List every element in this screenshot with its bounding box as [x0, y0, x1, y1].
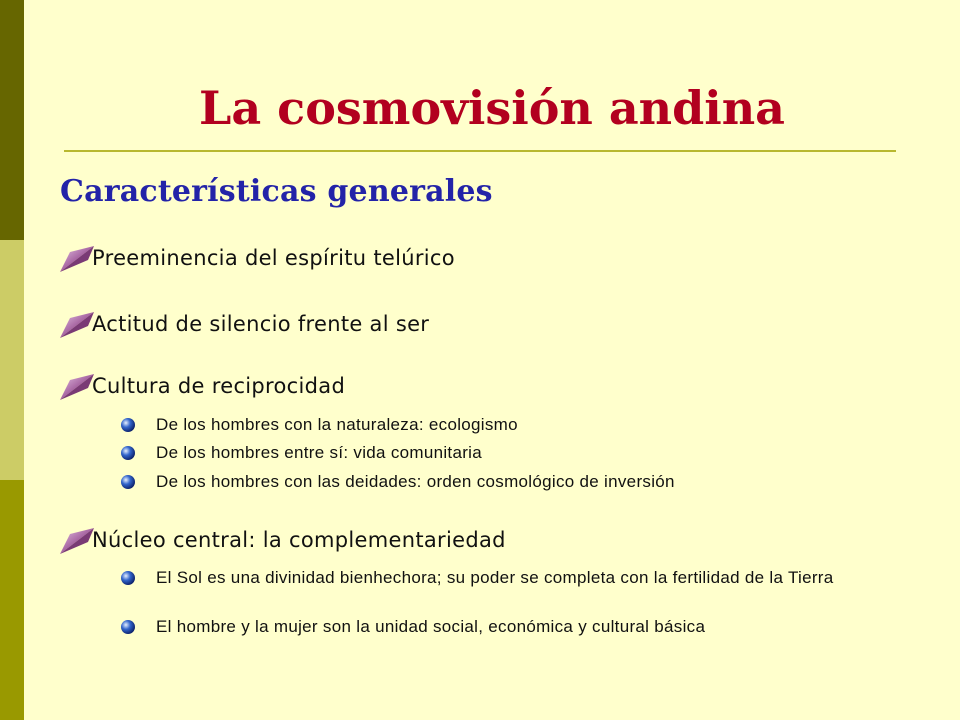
side-bar-dark: [0, 0, 24, 240]
sub-bullet-text: El hombre y la mujer son la unidad social, económica y cultural básica: [156, 617, 706, 636]
arrowhead-bullet-icon: [58, 304, 96, 340]
title-divider: [64, 150, 896, 152]
sub-bullet-text: De los hombres entre sí: vida comunitaria: [156, 443, 482, 462]
side-bar-light: [0, 240, 24, 480]
blue-sphere-bullet-icon: [120, 570, 136, 586]
blue-sphere-bullet-icon: [120, 445, 136, 461]
bullet-text: Núcleo central: la complementariedad: [92, 528, 506, 552]
side-bar-mid: [0, 480, 24, 720]
bullet-text: Preeminencia del espíritu telúrico: [92, 246, 455, 270]
sub-bullet-text: El Sol es una divinidad bienhechora; su poder se completa con la fertilidad de la Tierra: [156, 568, 834, 587]
blue-sphere-bullet-icon: [120, 417, 136, 433]
blue-sphere-bullet-icon: [120, 619, 136, 635]
bullet-text: Cultura de reciprocidad: [92, 374, 346, 398]
sub-bullet-text: De los hombres con la naturaleza: ecologismo: [156, 415, 518, 434]
arrowhead-bullet-icon: [58, 520, 96, 556]
arrowhead-bullet-icon: [58, 366, 96, 402]
bullet-text: Actitud de silencio frente al ser: [92, 312, 430, 336]
blue-sphere-bullet-icon: [120, 474, 136, 490]
slide-subtitle: Características generales: [60, 174, 493, 209]
arrowhead-bullet-icon: [58, 238, 96, 274]
slide-title: La cosmovisión andina: [199, 81, 785, 135]
sub-bullet-text: De los hombres con las deidades: orden cosmológico de inversión: [156, 472, 675, 491]
